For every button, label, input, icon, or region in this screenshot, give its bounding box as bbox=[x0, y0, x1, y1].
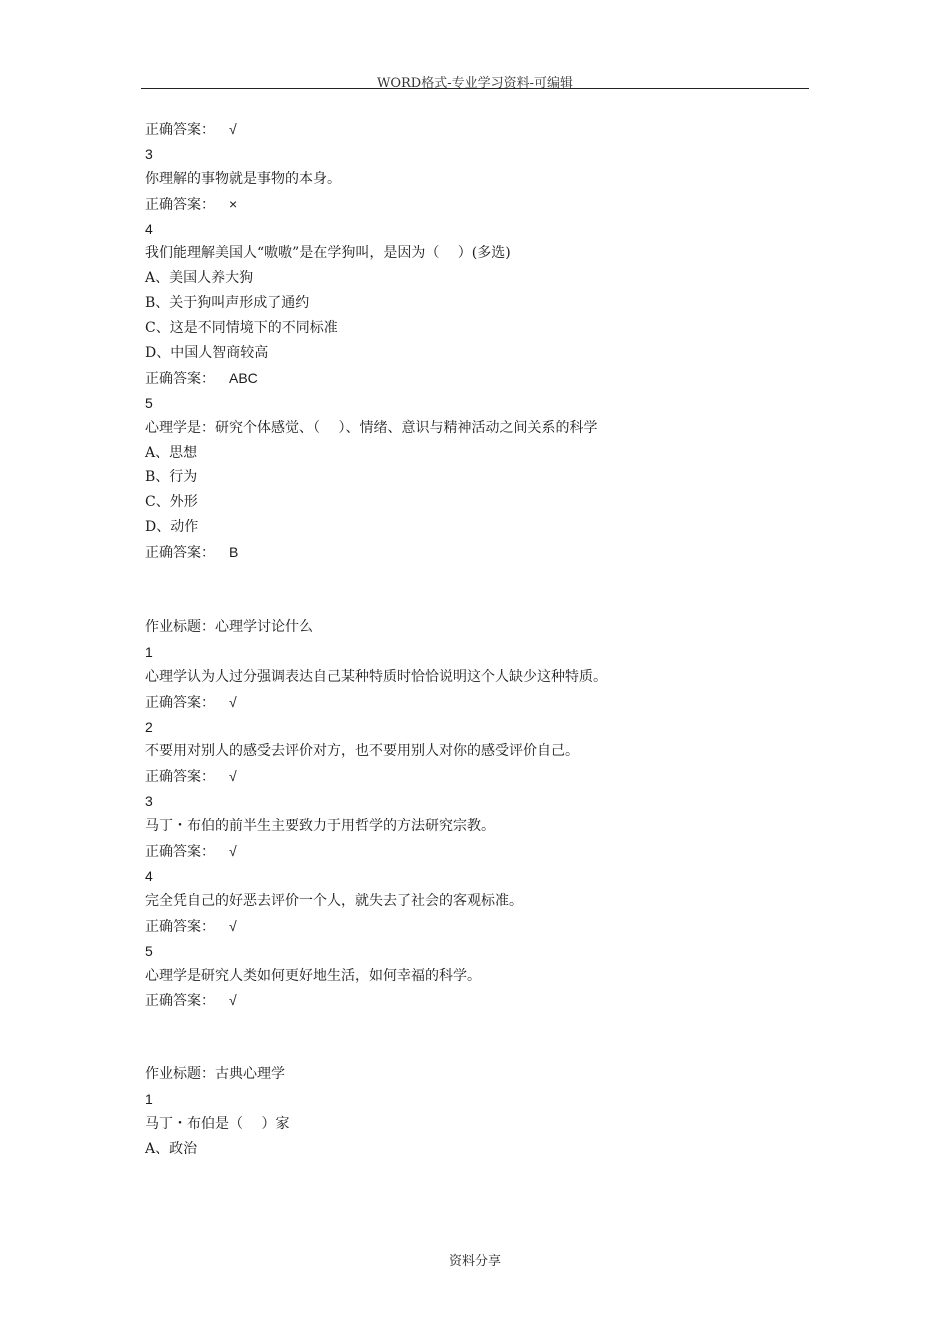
answer-value: B bbox=[229, 544, 239, 561]
option-item: A、思想 bbox=[145, 444, 198, 461]
question-text: 你理解的事物就是事物的本身。 bbox=[145, 170, 341, 187]
answer-label: 正确答案： bbox=[145, 370, 215, 387]
option-item: C、外形 bbox=[145, 494, 198, 511]
answer-label: 正确答案： bbox=[145, 769, 215, 786]
answer-label: 正确答案： bbox=[145, 993, 215, 1010]
section-title: 作业标题：古典心理学 bbox=[145, 1066, 285, 1083]
question-number: 1 bbox=[145, 643, 153, 660]
answer-line bbox=[145, 540, 825, 565]
question-number: 3 bbox=[145, 145, 153, 162]
question-text: 心理学是：研究个体感觉、（ ）、情绪、意识与精神活动之间关系的科学 bbox=[145, 419, 598, 436]
option-item: B、行为 bbox=[145, 469, 198, 486]
answer-line bbox=[145, 366, 825, 391]
answer-line bbox=[145, 192, 825, 217]
question-text: 心理学是研究人类如何更好地生活，如何幸福的科学。 bbox=[145, 967, 481, 984]
question-number: 5 bbox=[145, 394, 153, 411]
answer-value: √ bbox=[229, 917, 237, 934]
page-footer: 资料分享 bbox=[448, 1254, 501, 1269]
answer-line bbox=[145, 117, 825, 142]
option-item: A、美国人养大狗 bbox=[145, 270, 254, 287]
section-spacer bbox=[145, 565, 825, 615]
question-number: 5 bbox=[145, 942, 153, 959]
answer-value: ABC bbox=[229, 369, 258, 386]
answer-label: 正确答案： bbox=[145, 545, 215, 562]
question-text: 我们能理解美国人“嗷嗷”是在学狗叫，是因为（ ）(多选) bbox=[145, 245, 511, 262]
answer-value: √ bbox=[229, 693, 237, 710]
answer-label: 正确答案： bbox=[145, 694, 215, 711]
question-text: 完全凭自己的好恶去评价一个人，就失去了社会的客观标准。 bbox=[145, 892, 523, 909]
question-number: 2 bbox=[145, 718, 153, 735]
section-title: 作业标题：心理学讨论什么 bbox=[145, 619, 313, 636]
answer-value: × bbox=[229, 195, 238, 212]
option-item: D、中国人智商较高 bbox=[145, 345, 269, 362]
option-item: D、动作 bbox=[145, 519, 199, 536]
answer-label: 正确答案： bbox=[145, 122, 215, 138]
section-spacer bbox=[145, 1013, 825, 1062]
option-item: C、这是不同情境下的不同标准 bbox=[145, 320, 338, 337]
answer-value: √ bbox=[229, 121, 237, 137]
answer-line bbox=[145, 988, 825, 1013]
header-divider bbox=[141, 88, 809, 89]
page-header: WORD格式-专业学习资料-可编辑 bbox=[376, 76, 574, 91]
question-number: 4 bbox=[145, 220, 153, 237]
answer-line bbox=[145, 764, 825, 789]
answer-label: 正确答案： bbox=[145, 196, 215, 213]
option-item: A、政治 bbox=[145, 1140, 198, 1157]
answer-value: √ bbox=[229, 843, 237, 860]
question-text: 马丁・布伯是（ ）家 bbox=[145, 1116, 290, 1133]
answer-line bbox=[145, 690, 825, 715]
question-number: 1 bbox=[145, 1091, 153, 1108]
question-text: 马丁・布伯的前半生主要致力于用哲学的方法研究宗教。 bbox=[145, 818, 495, 835]
question-text: 心理学认为人过分强调表达自己某种特质时恰恰说明这个人缺少这种特质。 bbox=[145, 668, 607, 685]
question-number: 3 bbox=[145, 793, 153, 810]
question-text: 不要用对别人的感受去评价对方，也不要用别人对你的感受评价自己。 bbox=[145, 743, 579, 760]
answer-value: √ bbox=[229, 992, 237, 1009]
answer-label: 正确答案： bbox=[145, 844, 215, 861]
question-number: 4 bbox=[145, 867, 153, 884]
answer-line bbox=[145, 839, 825, 864]
answer-label: 正确答案： bbox=[145, 918, 215, 935]
option-item: B、关于狗叫声形成了通约 bbox=[145, 295, 310, 312]
answer-value: √ bbox=[229, 768, 237, 785]
answer-line bbox=[145, 914, 825, 939]
document-body bbox=[145, 117, 825, 1162]
